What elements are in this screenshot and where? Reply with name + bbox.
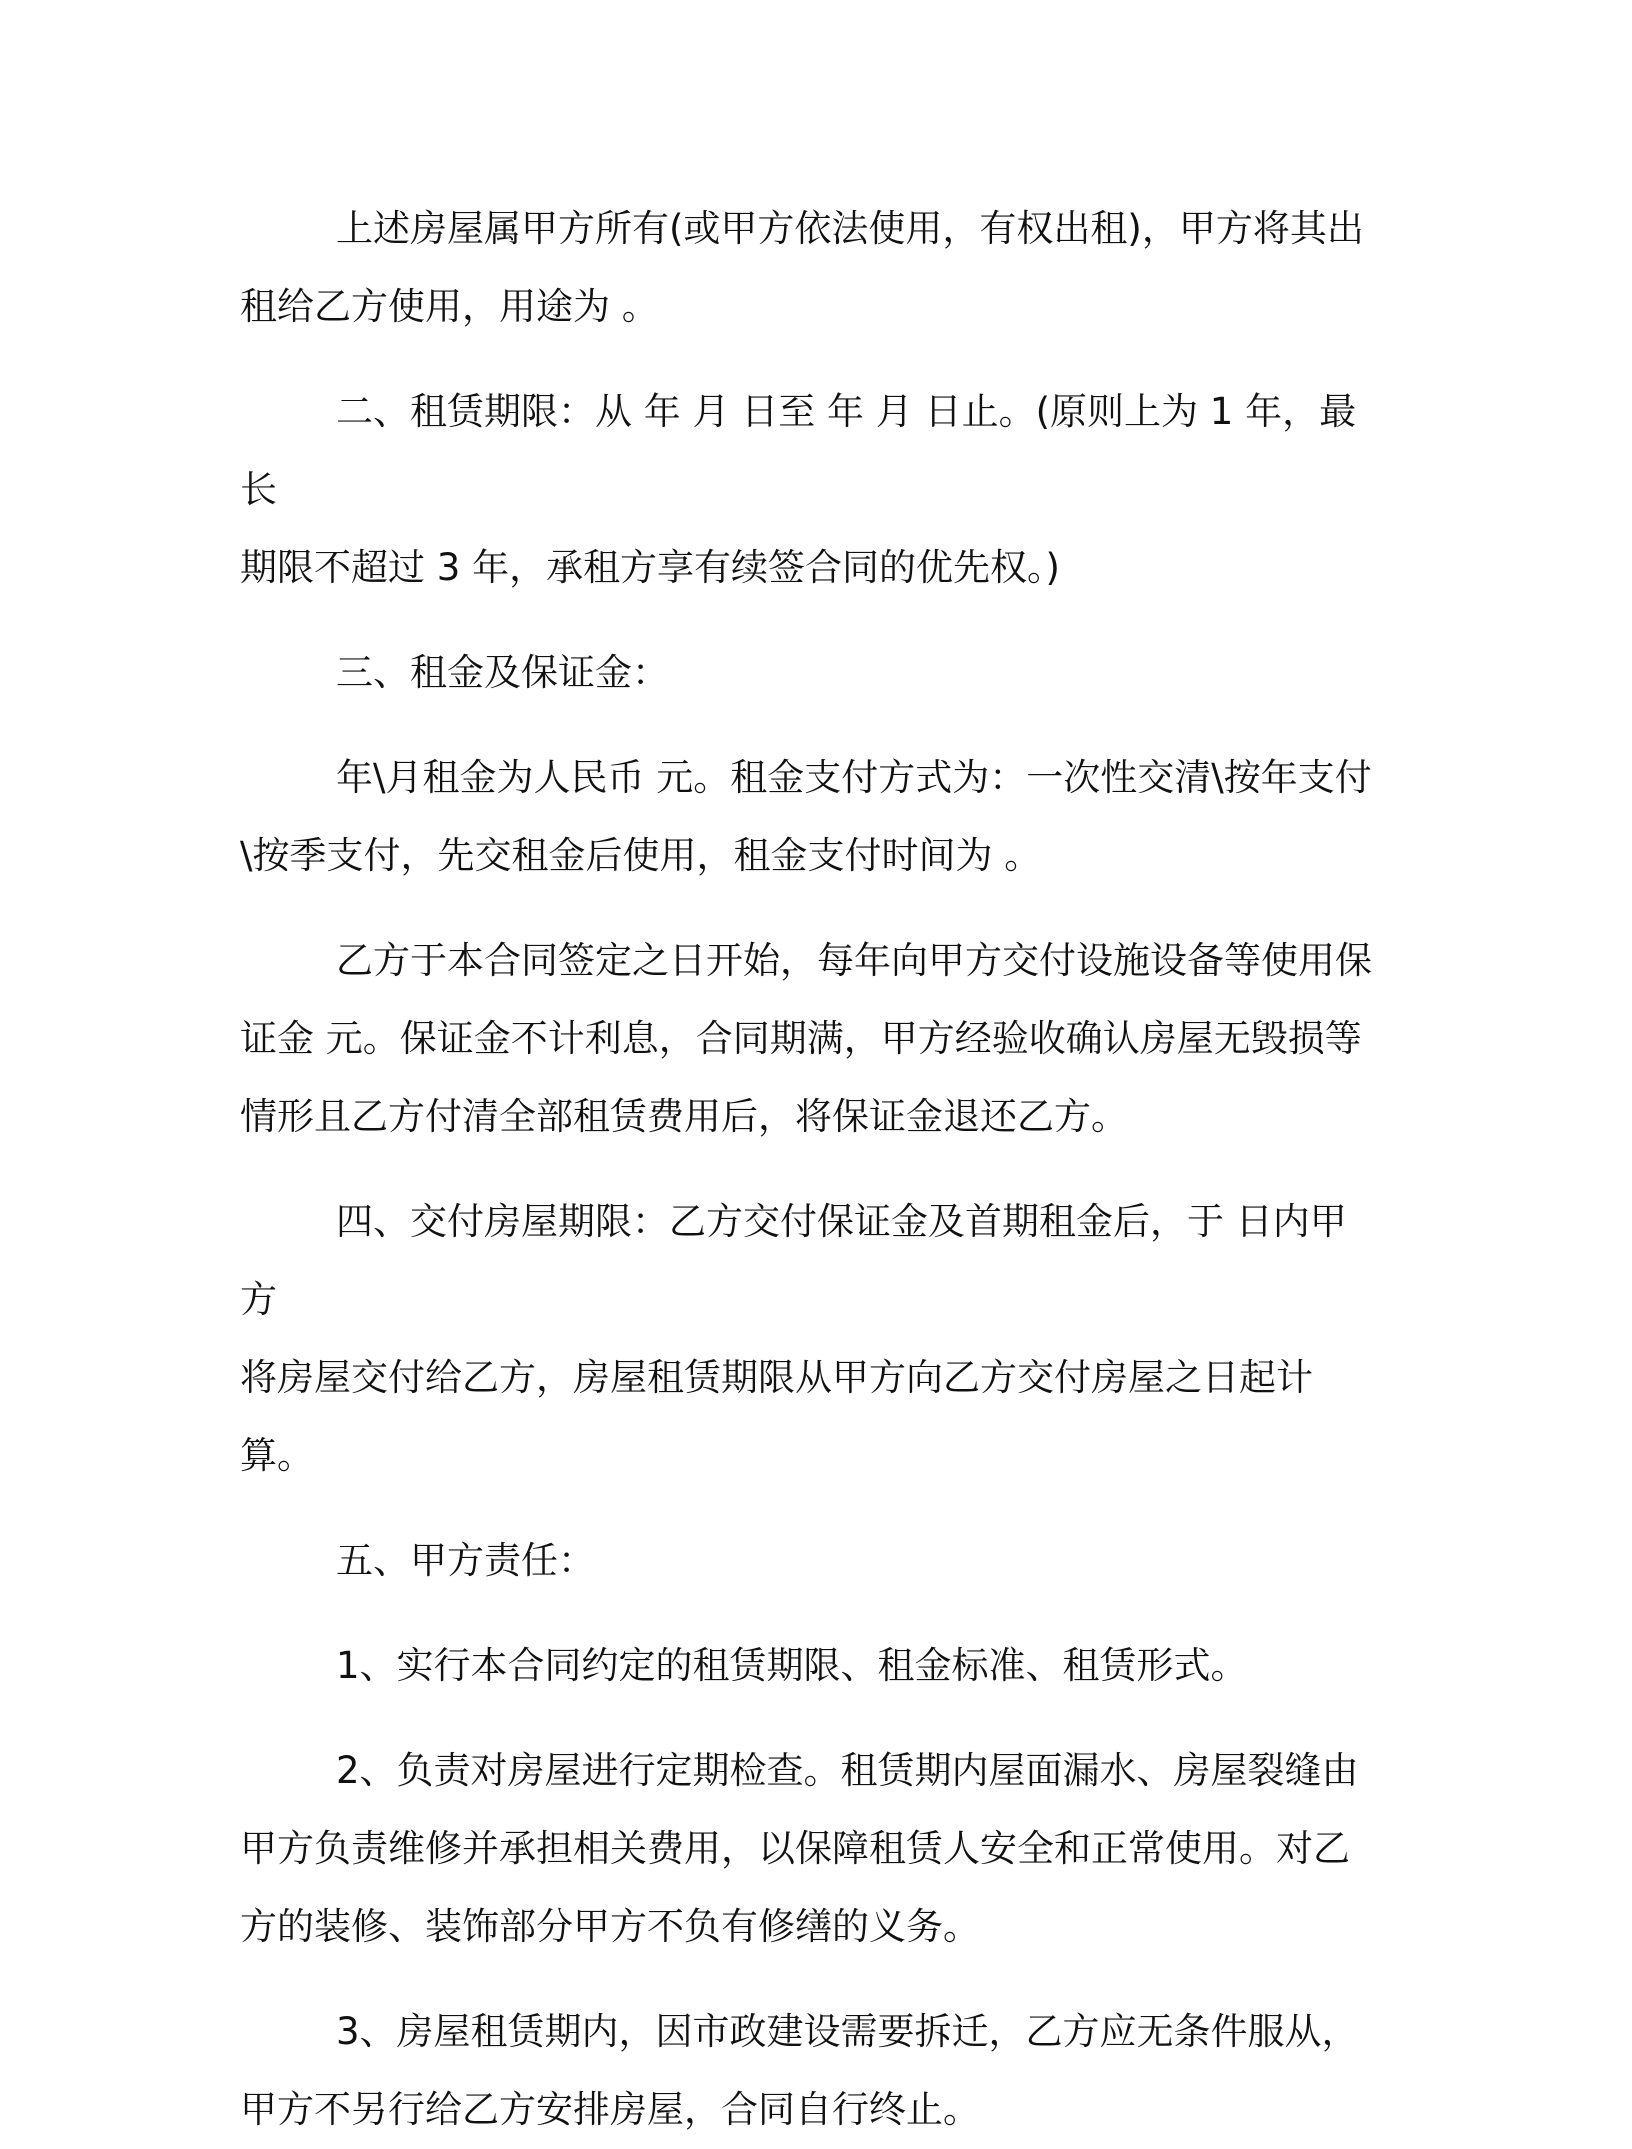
paragraph-line: 三、租金及保证金： [336,651,669,694]
document-body [240,190,1382,2149]
paragraph-usage [240,190,1382,346]
paragraph-line: 乙方于本合同签定之日开始，每年向甲方交付设施设备等使用保 [336,939,1372,982]
paragraph-line: 租给乙方使用，用途为 。 [240,285,659,328]
paragraph-line: 将房屋交付给乙方，房屋租赁期限从甲方向乙方交付房屋之日起计算。 [240,1356,1313,1477]
list-item-duty-3 [240,1993,1382,2149]
paragraph-line: 年\月租金为人民币 元。租金支付方式为：一次性交清\按年支付 [336,756,1372,799]
paragraph-line: 证金 元。保证金不计利息，合同期满，甲方经验收确认房屋无毁损等 [240,1017,1362,1060]
paragraph-line: 五、甲方责任： [336,1539,595,1582]
paragraph-lease-term [240,373,1382,607]
section-heading-lessor-duties [240,1522,1382,1600]
paragraph-deposit [240,922,1382,1156]
paragraph-delivery-term [240,1183,1382,1495]
section-heading-rent-deposit [240,634,1382,712]
paragraph-rent-payment [240,739,1382,895]
paragraph-line: \按季支付，先交租金后使用，租金支付时间为 。 [240,834,1042,877]
paragraph-line: 方的装修、装饰部分甲方不负有修缮的义务。 [240,1905,980,1948]
paragraph-line: 甲方不另行给乙方安排房屋，合同自行终止。 [240,2088,980,2131]
paragraph-line: 上述房屋属甲方所有(或甲方依法使用，有权出租)，甲方将其出 [336,207,1364,250]
list-item-duty-2 [240,1732,1382,1966]
paragraph-line: 情形且乙方付清全部租赁费用后，将保证金退还乙方。 [240,1095,1128,1138]
paragraph-line: 2、负责对房屋进行定期检查。租赁期内屋面漏水、房屋裂缝由 [336,1749,1359,1792]
paragraph-line: 期限不超过 3 年，承租方享有续签合同的优先权。) [240,546,1060,589]
paragraph-line: 甲方负责维修并承担相关费用，以保障租赁人安全和正常使用。对乙 [240,1827,1350,1870]
paragraph-line: 四、交付房屋期限：乙方交付保证金及首期租金后，于 日内甲方 [240,1200,1347,1321]
paragraph-line: 二、租赁期限：从 年 月 日至 年 月 日止。(原则上为 1 年，最长 [240,390,1357,511]
list-item-duty-1 [240,1627,1382,1705]
paragraph-line: 1、实行本合同约定的租赁期限、租金标准、租赁形式。 [336,1644,1248,1687]
paragraph-line: 3、房屋租赁期内，因市政建设需要拆迁，乙方应无条件服从， [336,2010,1359,2053]
